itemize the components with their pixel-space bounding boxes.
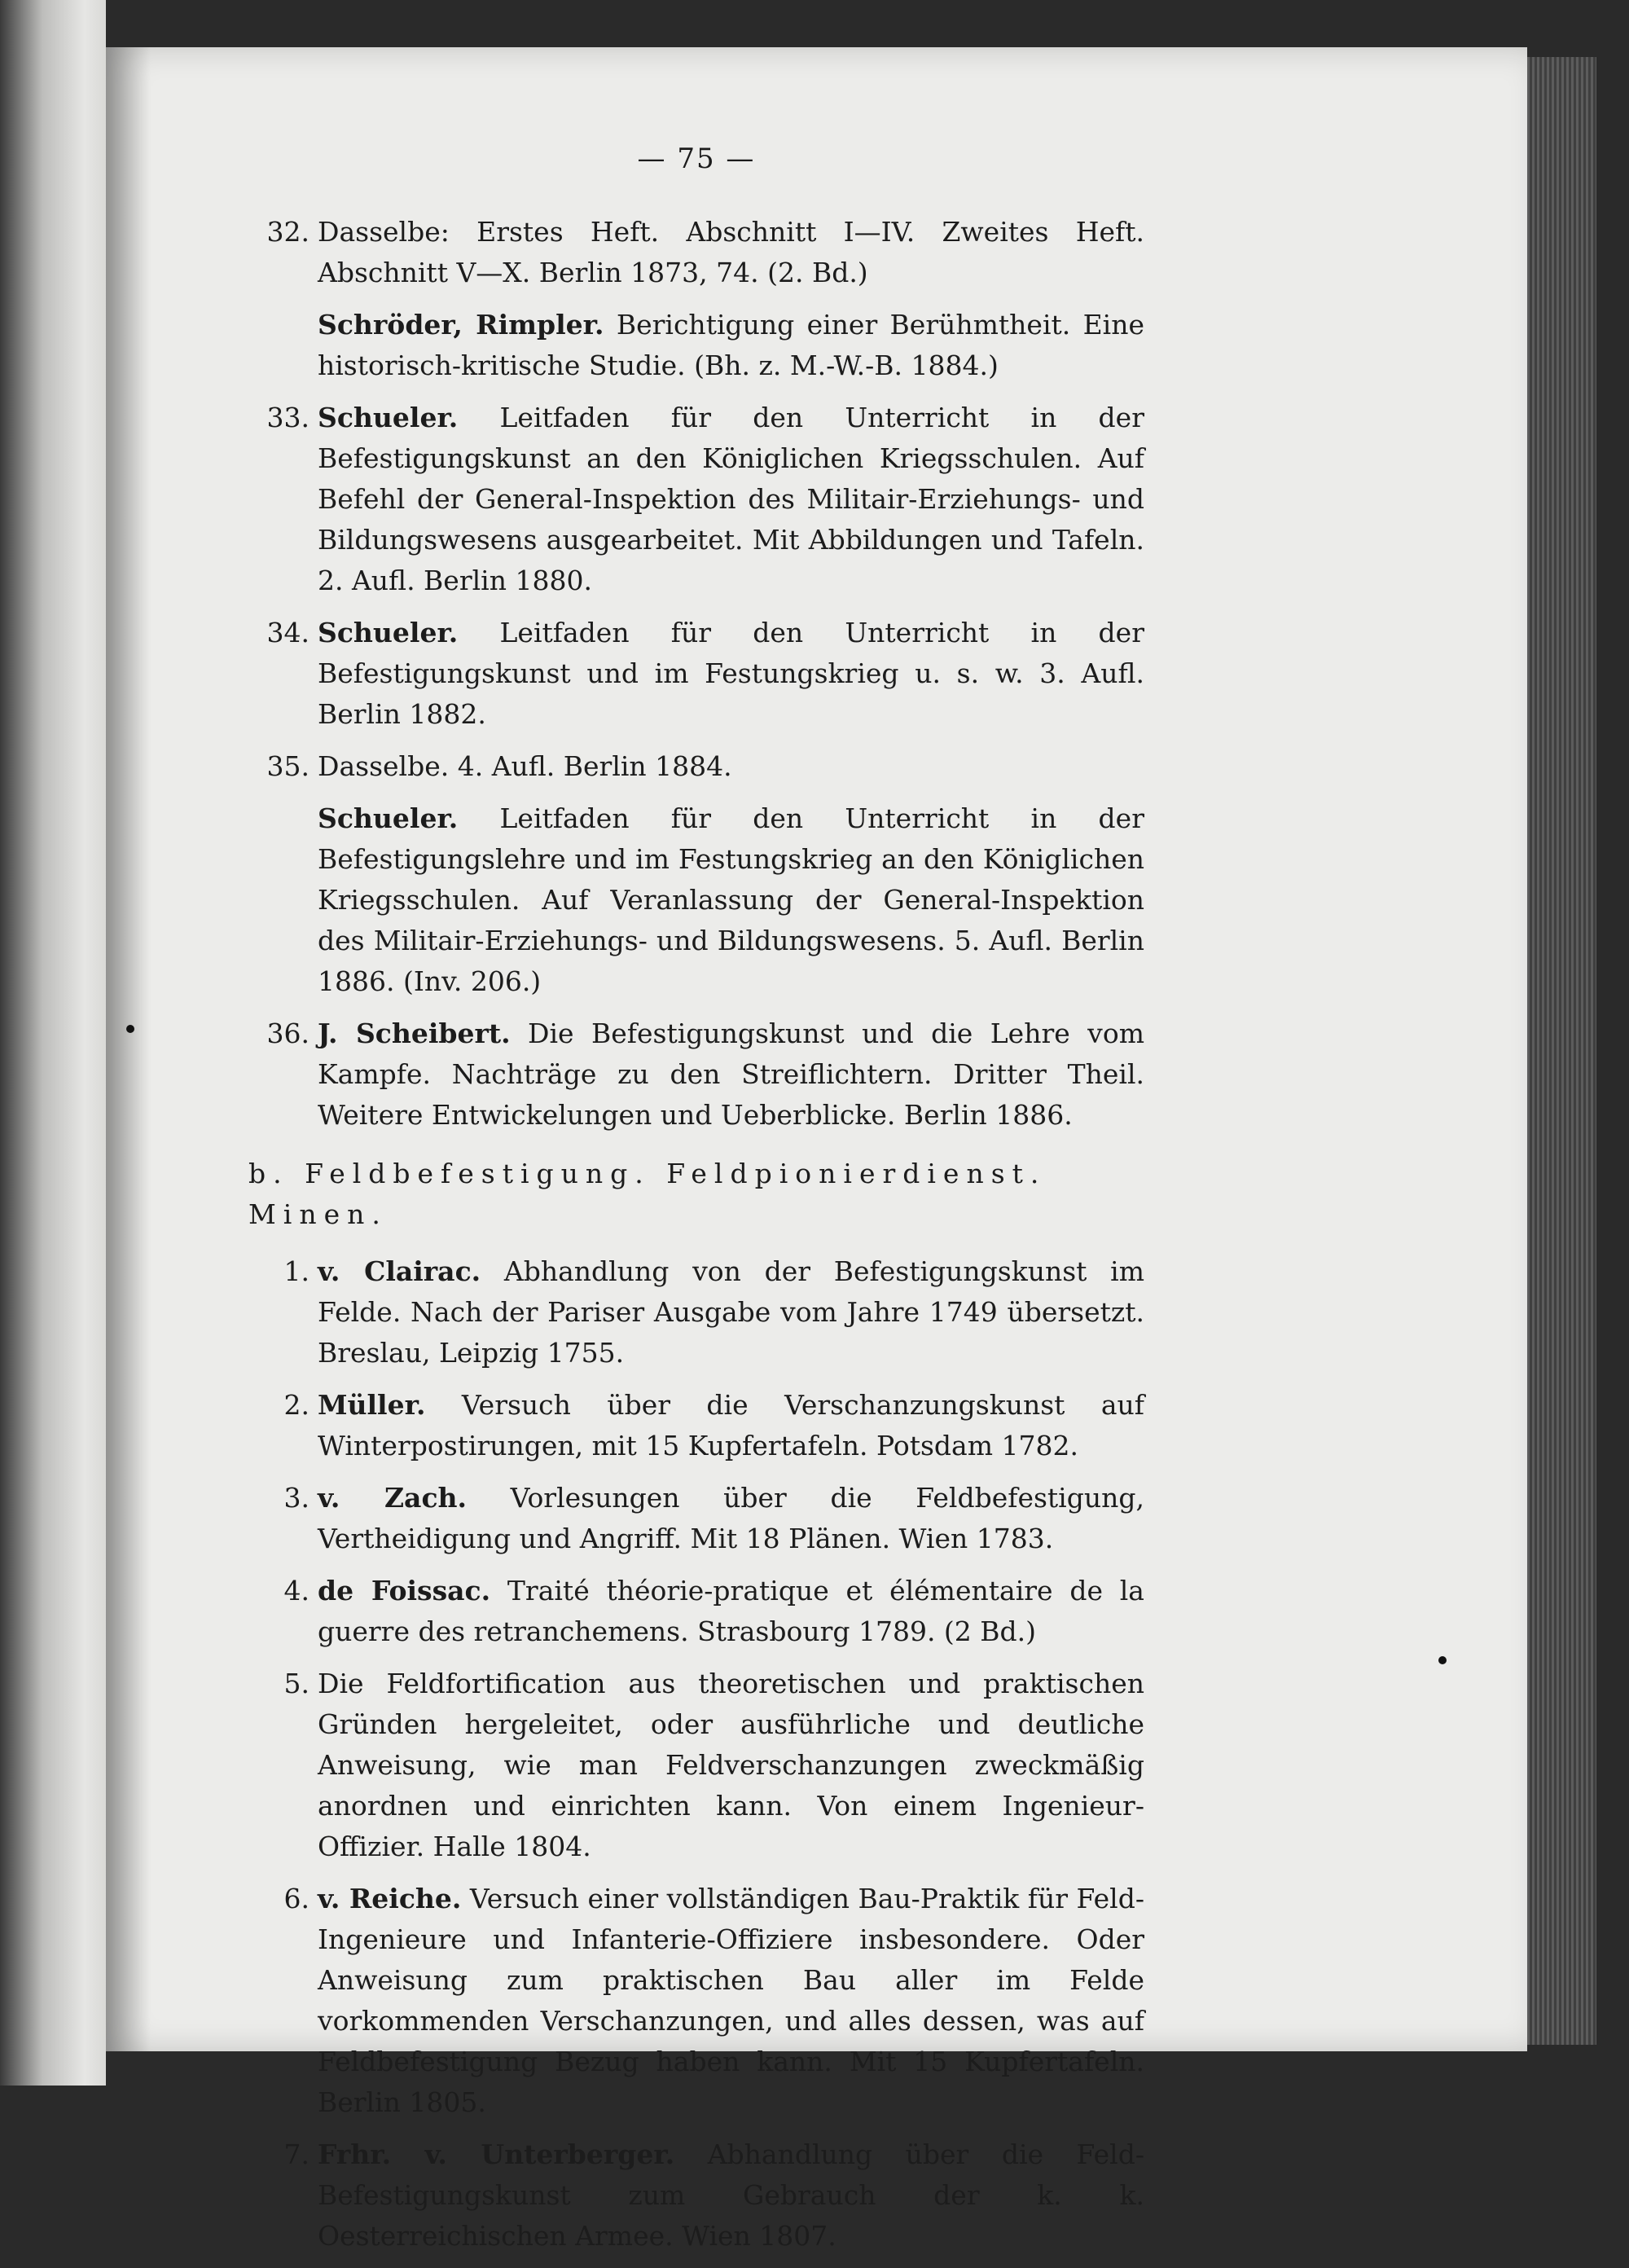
entry-text: Die Feldfortification aus theoretischen und praktischen Gründen hergeleitet, oder ausführliche und deutliche Anweisung, wie man Feldverschanzungen zweckmäßig anordnen und einrichten kann. Von einem Ingenieur-Offizier. Halle 1804. xyxy=(318,1668,1144,1862)
page-gutter-shadow xyxy=(106,47,151,2051)
entry-number: 5. xyxy=(283,1668,310,1699)
entry-number: 32. xyxy=(266,216,310,248)
bibliography-entry xyxy=(248,746,1144,787)
entry-number: 1. xyxy=(283,1255,310,1287)
bibliography-entry xyxy=(248,2134,1144,2257)
entry-author: v. Zach. xyxy=(318,1482,468,1514)
bibliography-entry xyxy=(248,1251,1144,1374)
entry-text: Leitfaden für den Unterricht in der Befestigungskunst an den Königlichen Kriegsschulen. Auf Befehl der General-Inspektion des Militair-Erziehungs- und Bildungswesens ausgearbeitet. Mit Abbildungen und Tafeln. 2. Aufl. Berlin 1880. xyxy=(318,402,1144,596)
bibliography-entry xyxy=(248,305,1144,386)
entry-number: 4. xyxy=(283,1575,310,1606)
margin-mark xyxy=(126,1025,134,1033)
entry-author: v. Clairac. xyxy=(318,1255,481,1287)
entry-text: Traité théorie-pratique et élémentaire de la guerre des retranchemens. Strasbourg 1789. (2 Bd.) xyxy=(318,1575,1144,1647)
book-spine-left xyxy=(0,0,106,2086)
entry-number: 34. xyxy=(266,617,310,648)
section-heading: b. Feldbefestigung. Feldpionierdienst. Minen. xyxy=(248,1158,1047,1230)
entry-author: Schröder, Rimpler. xyxy=(318,309,604,341)
entry-author: J. Scheibert. xyxy=(318,1018,511,1049)
entry-number: 35. xyxy=(266,750,310,782)
entry-number: 3. xyxy=(283,1482,310,1514)
entry-text: Leitfaden für den Unterricht in der Befestigungslehre und im Festungskrieg an den Königlichen Kriegsschulen. Auf Veranlassung der General-Inspektion des Militair-Erziehungs- und Bildungswesens. 5. Aufl. Berlin 1886. (Inv. 206.) xyxy=(318,802,1144,997)
bibliography-entry xyxy=(248,212,1144,293)
entry-author: Frhr. v. Unterberger. xyxy=(318,2138,675,2170)
entry-text: Die Befestigungskunst und die Lehre vom Kampfe. Nachträge zu den Streiflichtern. Dritter Theil. Weitere Entwickelungen und Ueberblicke. Berlin 1886. xyxy=(318,1018,1144,1131)
entry-author: v. Reiche. xyxy=(318,1883,462,1914)
entry-text: Versuch über die Verschanzungskunst auf Winterpostirungen, mit 15 Kupfertafeln. Potsdam 1782. xyxy=(318,1389,1144,1461)
entry-number: 33. xyxy=(266,402,310,433)
bibliography-entry xyxy=(248,798,1144,1002)
bibliography-entry xyxy=(248,1478,1144,1559)
entry-text: Dasselbe: Erstes Heft. Abschnitt I—IV. Zweites Heft. Abschnitt V—X. Berlin 1873, 74. (2. Bd.) xyxy=(318,216,1144,288)
bibliography-entry xyxy=(248,398,1144,601)
entry-number: 36. xyxy=(266,1018,310,1049)
entry-author: Müller. xyxy=(318,1389,426,1421)
entry-text: Berichtigung einer Berühmtheit. Eine historisch-kritische Studie. (Bh. z. M.-W.-B. 1884.) xyxy=(318,309,1144,381)
bibliography-entry xyxy=(248,1664,1144,1867)
book-fore-edge xyxy=(1527,57,1596,2045)
entry-text: Vorlesungen über die Feldbefestigung, Vertheidigung und Angriff. Mit 18 Plänen. Wien 1783. xyxy=(318,1482,1144,1554)
page-number: — 75 — xyxy=(637,143,756,175)
bibliography-entry xyxy=(248,1385,1144,1466)
entry-text: Abhandlung von der Befestigungskunst im Felde. Nach der Pariser Ausgabe vom Jahre 1749 übersetzt. Breslau, Leipzig 1755. xyxy=(318,1255,1145,1369)
entry-number: 6. xyxy=(283,1883,310,1914)
entry-text: Versuch einer vollständigen Bau-Praktik für Feld-Ingenieure und Infanterie-Offiziere insbesondere. Oder Anweisung zum praktischen Bau aller im Felde vorkommenden Verschanzungen, und alles dessen, was auf Feldbefestigung Bezug haben kann. Mit 15 Kupfertafeln. Berlin 1805. xyxy=(318,1883,1144,2118)
entry-author: Schueler. xyxy=(318,802,459,834)
page-content xyxy=(248,138,1144,2268)
bibliography-entry xyxy=(248,1571,1144,1652)
entry-number: 2. xyxy=(283,1389,310,1421)
entry-text: Abhandlung über die Feld-Befestigungskunst zum Gebrauch der k. k. Oesterreichischen Armee. Wien 1807. xyxy=(318,2138,1144,2252)
margin-mark xyxy=(1438,1656,1447,1664)
entry-author: Schueler. xyxy=(318,402,459,433)
entry-author: Schueler. xyxy=(318,617,459,648)
bibliography-entry xyxy=(248,1013,1144,1136)
bibliography-entry xyxy=(248,1879,1144,2123)
entry-text: Leitfaden für den Unterricht in der Befestigungskunst und im Festungskrieg u. s. w. 3. Aufl. Berlin 1882. xyxy=(318,617,1144,730)
bibliography-entry xyxy=(248,613,1144,735)
entry-number: 7. xyxy=(283,2138,310,2170)
entry-text: Dasselbe. 4. Aufl. Berlin 1884. xyxy=(318,750,732,782)
entry-author: de Foissac. xyxy=(318,1575,491,1606)
